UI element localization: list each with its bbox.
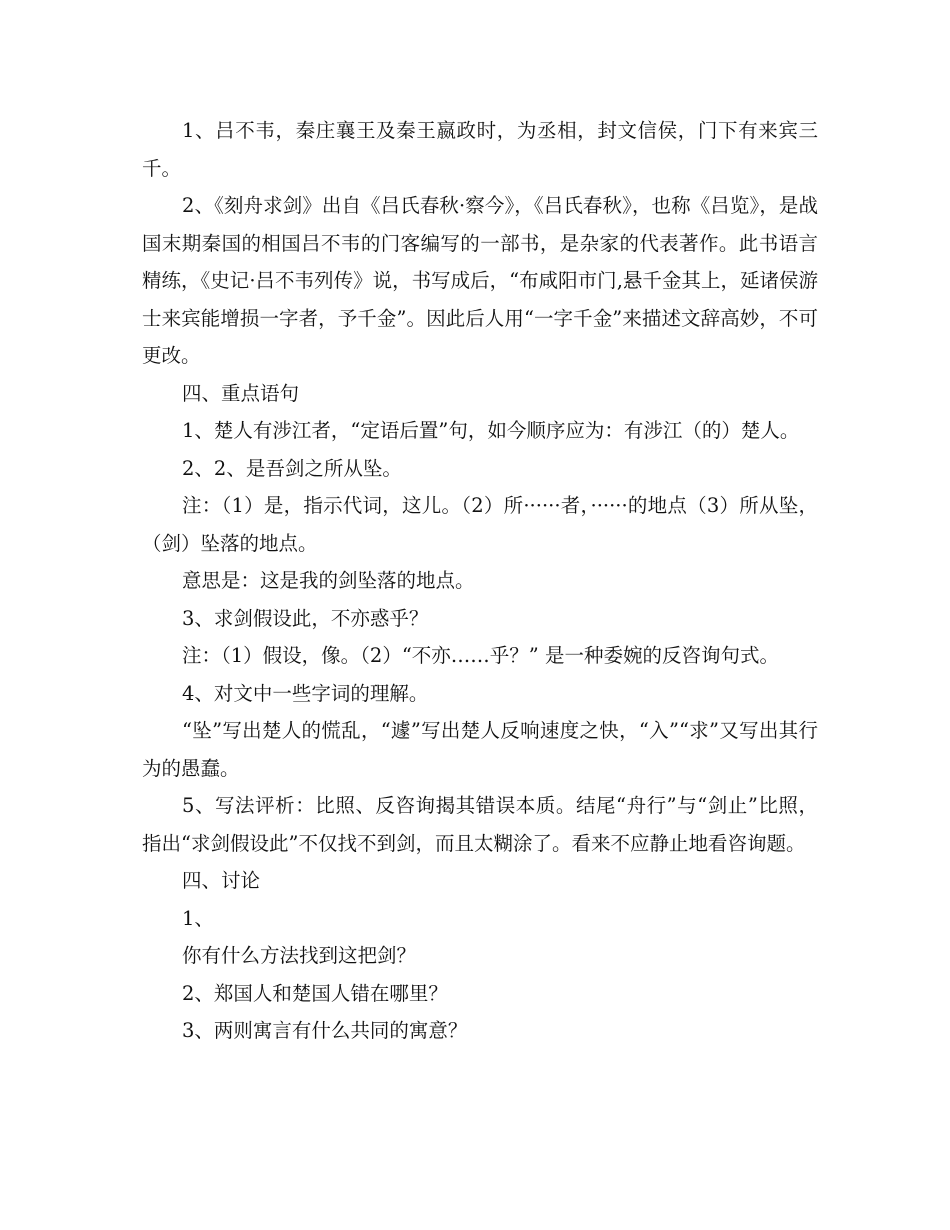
paragraph-note-2: 注：（1）是，指示代词，这儿。（2）所······者，······的地点（3）所从坠，（剑）坠落的地点。 bbox=[142, 494, 818, 555]
paragraph-meaning-2: 意思是：这是我的剑坠落的地点。 bbox=[182, 569, 475, 592]
paragraph-word-analysis: “坠”写出楚人的慌乱，“遽”写出楚人反响速度之快，“入”“求”又写出其行为的愚蠢。 bbox=[142, 719, 818, 780]
paragraph-lv-buwei: 1、吕不韦，秦庄襄王及秦王嬴政时，为丞相，封文信侯，门下有来宾三千。 bbox=[142, 119, 818, 180]
discussion-item-2: 2、郑国人和楚国人错在哪里？ bbox=[182, 981, 448, 1005]
paragraph-sentence-3: 3、求剑假设此，不亦惑乎？ bbox=[182, 606, 429, 630]
discussion-item-1: 你有什么方法找到这把剑？ bbox=[182, 944, 417, 967]
paragraph-sentence-1: 1、楚人有涉江者，“定语后置”句，如今顺序应为：有涉江（的）楚人。 bbox=[182, 419, 800, 442]
document-page bbox=[142, 112, 818, 1050]
paragraph-writing-analysis: 5、写法评析：比照、反咨询揭其错误本质。结尾“舟行”与“剑止”比照，指出“求剑假设此”不仅找不到剑，而且太糊涂了。看来不应静止地看咨询题。 bbox=[142, 794, 818, 855]
paragraph-note-3: 注：（1）假设，像。（2）“不亦……乎？” 是一种委婉的反咨询句式。 bbox=[182, 644, 779, 667]
section-heading-discussion: 四、讨论 bbox=[182, 869, 261, 892]
discussion-item-3: 3、两则寓言有什么共同的寓意？ bbox=[182, 1019, 468, 1042]
paragraph-word-understanding: 4、对文中一些字词的理解。 bbox=[182, 681, 429, 705]
paragraph-sentence-2: 2、2、是吾剑之所从坠。 bbox=[182, 456, 402, 480]
paragraph-lushi-chunqiu: 2、《刻舟求剑》出自《吕氏春秋·察今》，《吕氏春秋》，也称《吕览》，是战国末期秦国的相国吕不韦的门客编写的一部书，是杂家的代表著作。此书语言精练，《史记·吕不韦列传》说，书写成后，“布咸阳市门,悬千金其上，延诸侯游士来宾能增损一字者，予千金”。因此后人用“一字千金”来描述文辞高妙，不可更改。 bbox=[142, 194, 818, 367]
section-heading-key-sentences: 四、重点语句 bbox=[182, 381, 300, 405]
discussion-item-1-number: 1、 bbox=[182, 906, 214, 930]
